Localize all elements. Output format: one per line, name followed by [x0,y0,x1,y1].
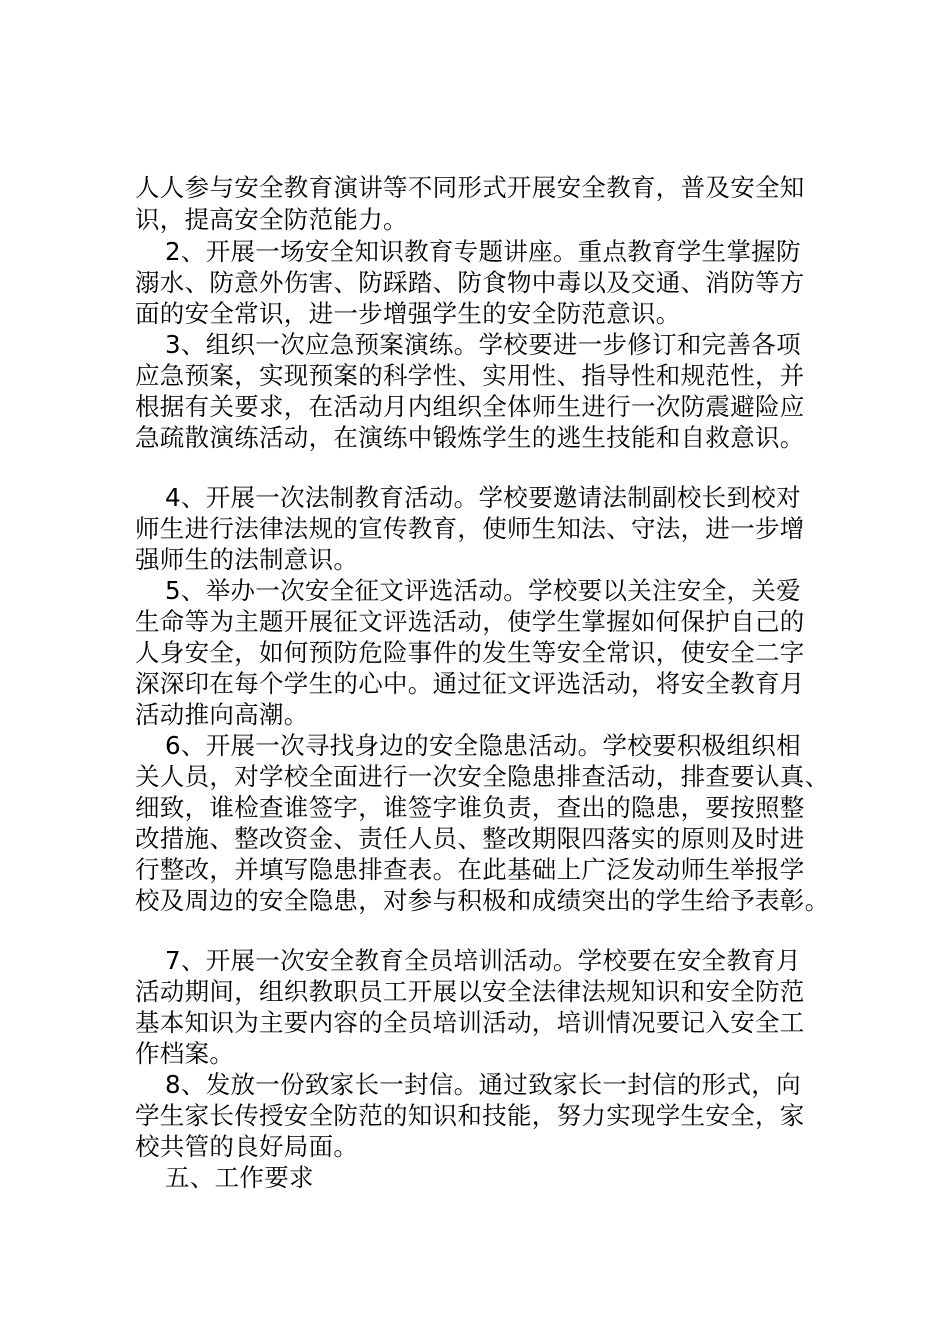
text-line: 活动期间，组织教职员工开展以安全法律法规知识和安全防范 [135,977,805,1006]
text-line: 人身安全，如何预防危险事件的发生等安全常识，使安全二字 [135,638,805,667]
text-line: 3、组织一次应急预案演练。学校要进一步修订和完善各项 [165,330,801,359]
text-line: 4、开展一次法制教育活动。学校要邀请法制副校长到校对 [165,483,801,512]
text-line: 根据有关要求，在活动月内组织全体师生进行一次防震避险应 [135,392,805,421]
text-line: 识，提高安全防范能力。 [135,205,408,234]
text-line: 作档案。 [135,1039,235,1068]
text-line: 7、开展一次安全教育全员培训活动。学校要在安全教育月 [165,946,801,975]
section-heading: 五、工作要求 [165,1163,314,1192]
text-line: 2、开展一场安全知识教育专题讲座。重点教育学生掌握防 [165,237,801,266]
text-line: 基本知识为主要内容的全员培训活动，培训情况要记入安全工 [135,1008,805,1037]
text-line: 8、发放一份致家长一封信。通过致家长一封信的形式，向 [165,1070,801,1099]
text-line: 校及周边的安全隐患，对参与积极和成绩突出的学生给予表彰。 [135,886,830,915]
text-line: 生命等为主题开展征文评选活动，使学生掌握如何保护自己的 [135,607,805,636]
text-line: 改措施、整改资金、责任人员、整改期限四落实的原则及时进 [135,824,805,853]
text-line: 活动推向高潮。 [135,700,309,729]
text-line: 急疏散演练活动，在演练中锻炼学生的逃生技能和自救意识。 [135,423,805,452]
text-line: 关人员，对学校全面进行一次安全隐患排查活动，排查要认真、 [135,762,830,791]
text-line: 6、开展一次寻找身边的安全隐患活动。学校要积极组织相 [165,731,801,760]
text-line: 行整改，并填写隐患排查表。在此基础上广泛发动师生举报学 [135,855,805,884]
text-line: 深深印在每个学生的心中。通过征文评选活动，将安全教育月 [135,669,805,698]
text-line: 溺水、防意外伤害、防踩踏、防食物中毒以及交通、消防等方 [135,268,805,297]
text-line: 人人参与安全教育演讲等不同形式开展安全教育，普及安全知 [135,173,805,202]
text-line: 5、举办一次安全征文评选活动。学校要以关注安全，关爱 [165,576,801,605]
text-line: 校共管的良好局面。 [135,1132,359,1161]
text-line: 师生进行法律法规的宣传教育，使师生知法、守法，进一步增 [135,514,805,543]
text-line: 强师生的法制意识。 [135,545,359,574]
text-line: 面的安全常识，进一步增强学生的安全防范意识。 [135,299,681,328]
text-line: 应急预案，实现预案的科学性、实用性、指导性和规范性，并 [135,361,805,390]
text-line: 学生家长传授安全防范的知识和技能，努力实现学生安全，家 [135,1101,805,1130]
text-line: 细致，谁检查谁签字，谁签字谁负责，查出的隐患，要按照整 [135,793,805,822]
